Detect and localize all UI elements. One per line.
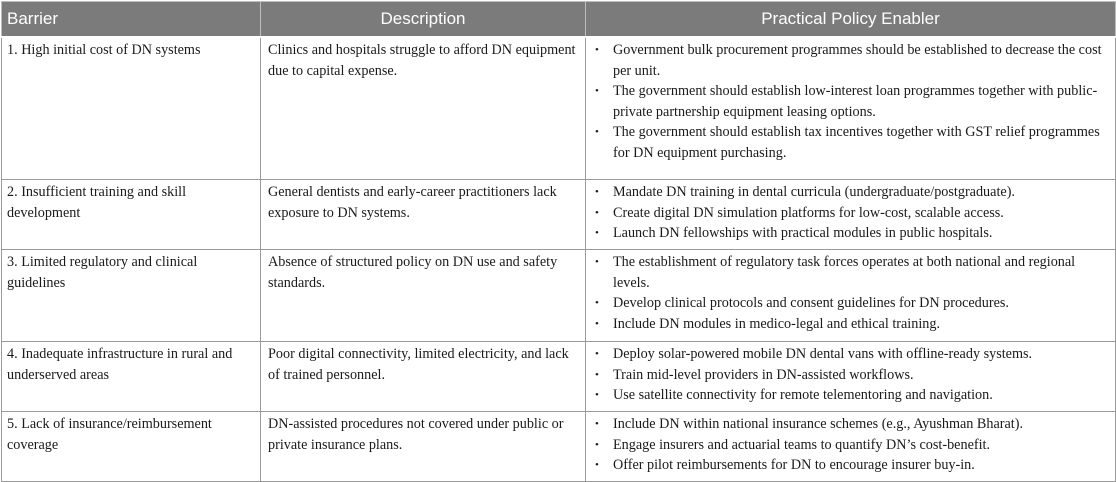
bullet-icon: •	[595, 389, 599, 402]
enabler-text: The government should establish low-interest loan programmes together with public-private partnership equipment leasing options.	[613, 83, 1098, 120]
enabler-list	[590, 40, 1109, 164]
enabler-item	[590, 344, 1109, 365]
enabler-item	[590, 455, 1109, 476]
enabler-text: Use satellite connectivity for remote telementoring and navigation.	[613, 387, 993, 404]
table-row	[2, 342, 1116, 412]
bullet-icon: •	[595, 256, 599, 268]
enabler-cell	[586, 180, 1116, 250]
bullet-icon: •	[595, 317, 599, 330]
enabler-item	[590, 122, 1109, 163]
enabler-text: Include DN modules in medico-legal and ethical training.	[613, 315, 940, 332]
enabler-cell	[586, 412, 1116, 482]
table-row	[2, 180, 1116, 250]
enabler-text: Deploy solar-powered mobile DN dental vans with offline-ready systems.	[613, 346, 1033, 362]
enabler-cell	[586, 250, 1116, 342]
enabler-item	[590, 293, 1109, 314]
bullet-icon: •	[595, 297, 599, 310]
bullet-icon: •	[595, 368, 599, 381]
header-barrier: Barrier	[2, 2, 261, 38]
enabler-text: Engage insurers and actuarial teams to quantify DN’s cost-benefit.	[613, 436, 991, 453]
table-header	[2, 2, 1116, 38]
bullet-icon: •	[595, 459, 599, 472]
header-description: Description	[261, 2, 586, 38]
bullet-icon: •	[595, 438, 599, 451]
enabler-text: The government should establish tax incentives together with GST relief programmes for DN equipment purchasing.	[613, 124, 1100, 161]
enabler-text: The establishment of regulatory task forces operates at both national and regional levels.	[613, 254, 1076, 291]
table-row	[2, 412, 1116, 482]
enabler-text: Create digital DN simulation platforms for low-cost, scalable access.	[613, 204, 1004, 221]
barrier-cell: 4. Inadequate infrastructure in rural and underserved areas	[2, 342, 261, 412]
enabler-item	[590, 414, 1109, 435]
description-cell: Clinics and hospitals struggle to afford DN equipment due to capital expense.	[261, 37, 586, 180]
enabler-item	[590, 385, 1109, 406]
enabler-text: Offer pilot reimbursements for DN to encourage insurer buy-in.	[613, 457, 975, 474]
enabler-text: Train mid-level providers in DN-assisted workflows.	[613, 366, 914, 383]
table-row	[2, 250, 1116, 342]
enabler-text: Develop clinical protocols and consent guidelines for DN procedures.	[613, 295, 1009, 312]
enabler-list	[590, 414, 1109, 476]
policy-table	[1, 1, 1116, 482]
bullet-icon: •	[595, 227, 599, 240]
enabler-text: Include DN within national insurance schemes (e.g., Ayushman Bharat).	[613, 416, 1024, 432]
bullet-icon: •	[595, 348, 599, 360]
enabler-text: Launch DN fellowships with practical modules in public hospitals.	[613, 225, 993, 242]
description-cell: Absence of structured policy on DN use and safety standards.	[261, 250, 586, 342]
enabler-item	[590, 252, 1109, 293]
enabler-item	[590, 223, 1109, 244]
bullet-icon: •	[595, 44, 599, 56]
enabler-item	[590, 182, 1109, 203]
barrier-cell: 1. High initial cost of DN systems	[2, 37, 261, 180]
enabler-item	[590, 314, 1109, 335]
table-body	[2, 37, 1116, 482]
barrier-cell: 5. Lack of insurance/reimbursement coverage	[2, 412, 261, 482]
bullet-icon: •	[595, 206, 599, 219]
enabler-text: Mandate DN training in dental curricula (undergraduate/postgraduate).	[613, 184, 1015, 200]
bullet-icon: •	[595, 85, 599, 98]
enabler-cell	[586, 37, 1116, 180]
header-row	[2, 2, 1116, 38]
description-cell: Poor digital connectivity, limited electricity, and lack of trained personnel.	[261, 342, 586, 412]
bullet-icon: •	[595, 126, 599, 139]
enabler-list	[590, 182, 1109, 244]
enabler-cell	[586, 342, 1116, 412]
table-row	[2, 37, 1116, 180]
enabler-item	[590, 81, 1109, 122]
enabler-list	[590, 252, 1109, 334]
description-cell: DN-assisted procedures not covered under public or private insurance plans.	[261, 412, 586, 482]
barrier-cell: 2. Insufficient training and skill development	[2, 180, 261, 250]
enabler-text: Government bulk procurement programmes should be established to decrease the cost per unit.	[613, 42, 1102, 79]
description-cell: General dentists and early-career practitioners lack exposure to DN systems.	[261, 180, 586, 250]
enabler-list	[590, 344, 1109, 406]
barrier-cell: 3. Limited regulatory and clinical guidelines	[2, 250, 261, 342]
enabler-item	[590, 435, 1109, 456]
enabler-item	[590, 365, 1109, 386]
enabler-item	[590, 203, 1109, 224]
bullet-icon: •	[595, 418, 599, 430]
header-enabler: Practical Policy Enabler	[586, 2, 1116, 38]
bullet-icon: •	[595, 186, 599, 198]
enabler-item	[590, 40, 1109, 81]
